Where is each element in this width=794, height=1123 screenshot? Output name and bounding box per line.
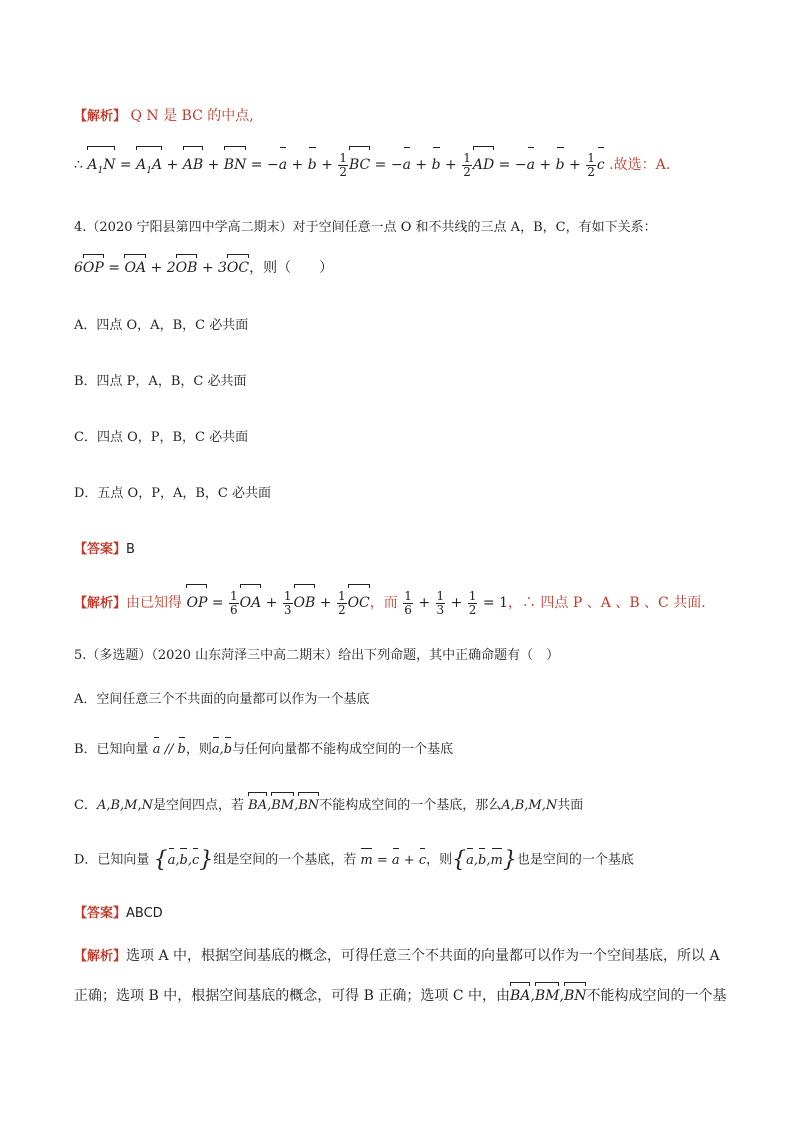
q5-answer-line (74, 903, 163, 924)
solution-label: 【解析】 (74, 949, 127, 964)
q4-stem: 4.（2020 宁阳县第四中学高二期末）对于空间任意一点 O 和不共线的三点 A，B，C，有如下关系： (74, 220, 657, 235)
q5-option-a: A．空间任意三个不共面的向量都可以作为一个基底 (74, 692, 370, 707)
answer-label: 【答案】 (74, 906, 127, 921)
q5-option-c-vectors: BA,BM,BN (248, 798, 319, 813)
q5-option-d-eq: m = a + c (360, 853, 426, 868)
q5-option-d-post: ，则 (426, 852, 453, 868)
answer-value: B (126, 542, 135, 557)
answer-label: 【答案】 (74, 542, 127, 557)
q5-option-c-mid: 是空间四点，若 (152, 798, 244, 813)
solution-text-2: 正确；选项 B 中，根据空间基底的概念，可得 B 正确；选项 C 中，由 (74, 988, 510, 1004)
solution-end: ，∴ 四点 P 、A 、B 、C 共面. (507, 595, 706, 611)
q5-option-b-parallel: a // b (153, 742, 186, 757)
q5-option-d-basis: {a,b,c} (153, 847, 214, 872)
q5-option-b-tail: 与任何向量都不能构成空间的一个基底 (232, 742, 454, 757)
solution-label: 【解析】 (74, 596, 127, 611)
q5-option-b-mid: ，则 (185, 742, 212, 757)
q5-option-b-vectors: a,b (212, 742, 232, 757)
q5-stem: 5.（多选题）（2020 山东菏泽三中高二期末）给出下列命题，其中正确命题有（ ） (74, 648, 560, 663)
q5-option-c-points-2: A,B,M,N (501, 798, 558, 813)
q4-option-a: A．四点 O，A，B，C 必共面 (74, 318, 249, 333)
solution-text-3: 不能构成空间的一个基 (586, 988, 727, 1004)
solution-formula: OP = $\frac{1}{6}$ OA + $\frac{1}{3}$ OB + $\frac{1}{2}$ OC (186, 588, 370, 617)
q5-option-d-new-basis: {a,b,m} (452, 847, 517, 872)
prev-solution-line (74, 106, 254, 127)
q5-option-b-prefix: B．已知向量 (74, 742, 149, 757)
q4-option-b: B．四点 P，A，B，C 必共面 (74, 374, 247, 389)
q5-option-c-post: 不能构成空间的一个基底，那么 (319, 798, 502, 813)
q5-option-d-mid: 组是空间的一个基底，若 (213, 852, 357, 868)
q4-relation-line (74, 258, 333, 278)
q5-option-c-prefix: C． (74, 798, 97, 813)
q5-option-d-tail: 也是空间的一个基底 (516, 852, 634, 868)
q4-relation-suffix: ，则（ ） (249, 260, 334, 276)
solution-mid: ，而 (369, 595, 398, 611)
q5-option-c (74, 796, 583, 816)
solution-sum: $\frac{1}{6}$ + $\frac{1}{3}$ + $\frac{1}{2}$ = 1 (404, 588, 508, 617)
q5-option-b (74, 740, 453, 760)
q4-relation: 6OP = OA + 2OB + 3OC (74, 260, 250, 276)
solution-vectors: BA,BM,BN (510, 988, 587, 1004)
q4-solution-line (74, 588, 706, 619)
q5-solution-line-1 (74, 946, 720, 967)
solution-intro: 由已知得 (126, 595, 183, 611)
q4-option-c: C．四点 O，P，B，C 必共面 (74, 430, 249, 445)
q5-option-c-tail: 共面 (557, 798, 584, 813)
vector-formula: $A_1N = A_1A$ + AB + BN = −a + b + $\frac{1}{2}$ BC = −a + b + $\frac{1}{2}$ AD = −a + b + $\frac{1}{2}$ c (87, 157, 609, 173)
select-text: .故选： (609, 157, 656, 173)
solution-label: 【解析】 (74, 109, 127, 124)
q5-option-d (74, 847, 634, 872)
therefore-symbol: ∴ (74, 157, 83, 173)
answer-value: ABCD (126, 906, 163, 921)
solution-text: Q N 是 BC 的中点, (130, 108, 254, 124)
selected-choice: A. (655, 157, 671, 173)
q5-option-c-points: A,B,M,N (96, 798, 153, 813)
solution-text-1: 选项 A 中，根据空间基底的概念，可得任意三个不共面的向量都可以作为一个空间基底，所以 A (126, 948, 720, 964)
q4-option-d: D．五点 O，P，A，B，C 必共面 (74, 486, 271, 501)
q5-option-d-prefix: D．已知向量 (74, 852, 150, 868)
prev-solution-formula (74, 150, 670, 186)
q5-solution-line-2 (74, 986, 726, 1006)
q4-answer-line (74, 539, 135, 560)
